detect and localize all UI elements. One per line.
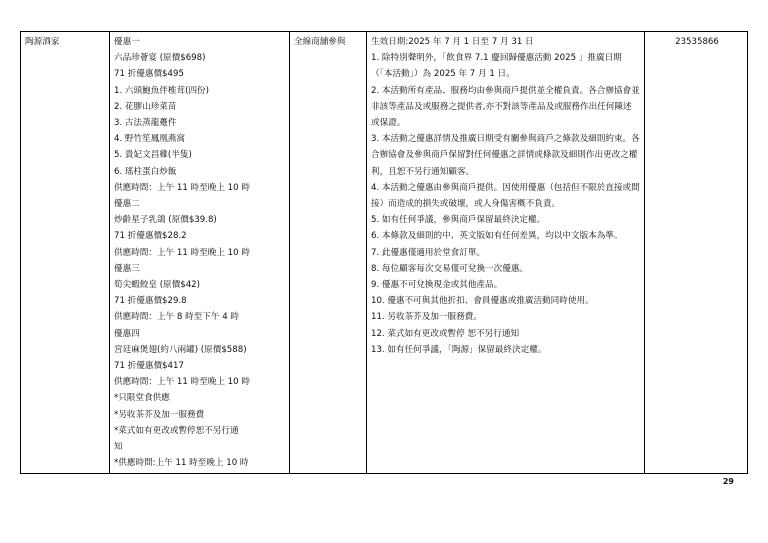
offer-line: 六品珍薈宴 (原價$698) bbox=[114, 53, 206, 64]
merchant-name: 陶源酒家 bbox=[25, 37, 60, 47]
term-item: 9. 優惠不可兌換現金或其他產品。 bbox=[371, 280, 503, 291]
term-item: 13. 如有任何爭議，「陶源」保留最終決定權。 bbox=[371, 344, 547, 355]
offer-line: 71 折優惠價$29.8 bbox=[114, 296, 187, 307]
term-item: 8. 每位顧客每次交易僅可兌換一次優惠。 bbox=[371, 263, 529, 274]
phone-number: 23535866 bbox=[675, 37, 719, 47]
offer-line: *只限堂食供應 bbox=[114, 393, 170, 404]
term-item: 11. 另收茶芥及加一服務費。 bbox=[371, 312, 482, 323]
validity-period: 生效日期:2025 年 7 月 1 日至 7 月 31 日 bbox=[371, 37, 534, 47]
term-item: 3. 本活動之優惠詳情及推廣日期受有關參與商戶之條款及細則約束。各合辦協會及參與商戶保留對任何優惠之詳情或條款及細則作出更改之權利，且恕不另行通知顧客。 bbox=[371, 134, 640, 177]
offer-line: 5. 貴妃文昌雞(半隻) bbox=[114, 150, 192, 161]
term-item: 1. 除特別聲明外，「飲食界 7.1 慶回歸優惠活動 2025 」推廣日期（「本活動」）為 2025 年 7 月 1 日。 bbox=[371, 53, 622, 80]
offer-line: 優惠二 bbox=[114, 199, 140, 210]
offer-line: 宮廷麻煲翅(約八兩罐) (原價$588) bbox=[114, 344, 247, 355]
offer-line: 優惠四 bbox=[114, 328, 140, 339]
term-item: 7. 此優惠僅適用於堂食訂單。 bbox=[371, 247, 486, 258]
term-item: 2. 本活動所有產品、服務均由參與商戶提供並全權負責。各合辦協會並非該等產品及或服務之提供者,亦不對該等產品及或服務作出任何陳述或保證。 bbox=[371, 85, 640, 129]
merchant-cell bbox=[21, 32, 110, 473]
term-item: 12. 菜式如有更改或暫停 恕不另行通知 bbox=[371, 328, 520, 339]
terms-cell bbox=[367, 32, 645, 473]
offer-line: 優惠三 bbox=[114, 263, 140, 274]
offer-line: 供應時間：上午 11 時至晚上 10 時 bbox=[114, 247, 250, 258]
offer-line: 4. 野竹笙鳳凰燕窩 bbox=[114, 134, 186, 145]
offer-line: 供應時間：上午 11 時至晚上 10 時 bbox=[114, 377, 250, 388]
offer-details-cell bbox=[110, 32, 290, 473]
offer-line: 71 折優惠價$495 bbox=[114, 69, 184, 80]
offer-line: 供應時間：上午 11 時至晚上 10 時 bbox=[114, 182, 250, 193]
term-item: 4. 本活動之優惠由參與商戶提供。因使用優惠（包括但不限於直接或間接）而造成的損失或破壞，或人身傷害概不負責。 bbox=[371, 182, 640, 210]
offer-line: 1. 六頭鮑魚伴椎茸(四份) bbox=[114, 85, 209, 96]
offer-line: 知 bbox=[114, 442, 123, 453]
offer-line: 3. 古法蒸龍躉件 bbox=[114, 118, 177, 129]
branch-cell bbox=[290, 32, 367, 473]
term-item: 5. 如有任何爭議，參與商戶保留最終決定權。 bbox=[371, 215, 546, 226]
term-item: 10. 優惠不可與其他折扣、會員優惠或推廣活動同時使用。 bbox=[371, 296, 594, 307]
offer-table bbox=[20, 31, 748, 474]
offer-line: *另收茶芥及加一服務費 bbox=[114, 409, 205, 420]
offer-line: 供應時間：上午 8 時至下午 4 時 bbox=[114, 312, 239, 323]
phone-cell bbox=[645, 32, 749, 473]
offer-line: 2. 花膠山珍菜苗 bbox=[114, 101, 177, 112]
offer-line: 71 折優惠價$28.2 bbox=[114, 231, 187, 242]
offer-line: 炒齡星子乳鴿 (原價$39.8) bbox=[114, 215, 217, 226]
offer-line: 優惠一 bbox=[114, 37, 140, 47]
offer-line: 筍尖蝦餃皇 (原價$42) bbox=[114, 280, 200, 291]
offer-line: *菜式如有更改或暫停恕不另行通 bbox=[114, 425, 239, 436]
page-number: 29 bbox=[722, 477, 734, 486]
term-item: 6. 本條款及細則的中、英文版如有任何差異，均以中文版本為準。 bbox=[371, 231, 623, 242]
participating-branches: 全線商舖參與 bbox=[294, 37, 346, 47]
offer-line: 71 折優惠價$417 bbox=[114, 361, 184, 372]
offer-line: 6. 瑤柱蛋白炒飯 bbox=[114, 166, 177, 177]
offer-line: *供應時間:上午 11 時至晚上 10 時 bbox=[114, 458, 249, 469]
